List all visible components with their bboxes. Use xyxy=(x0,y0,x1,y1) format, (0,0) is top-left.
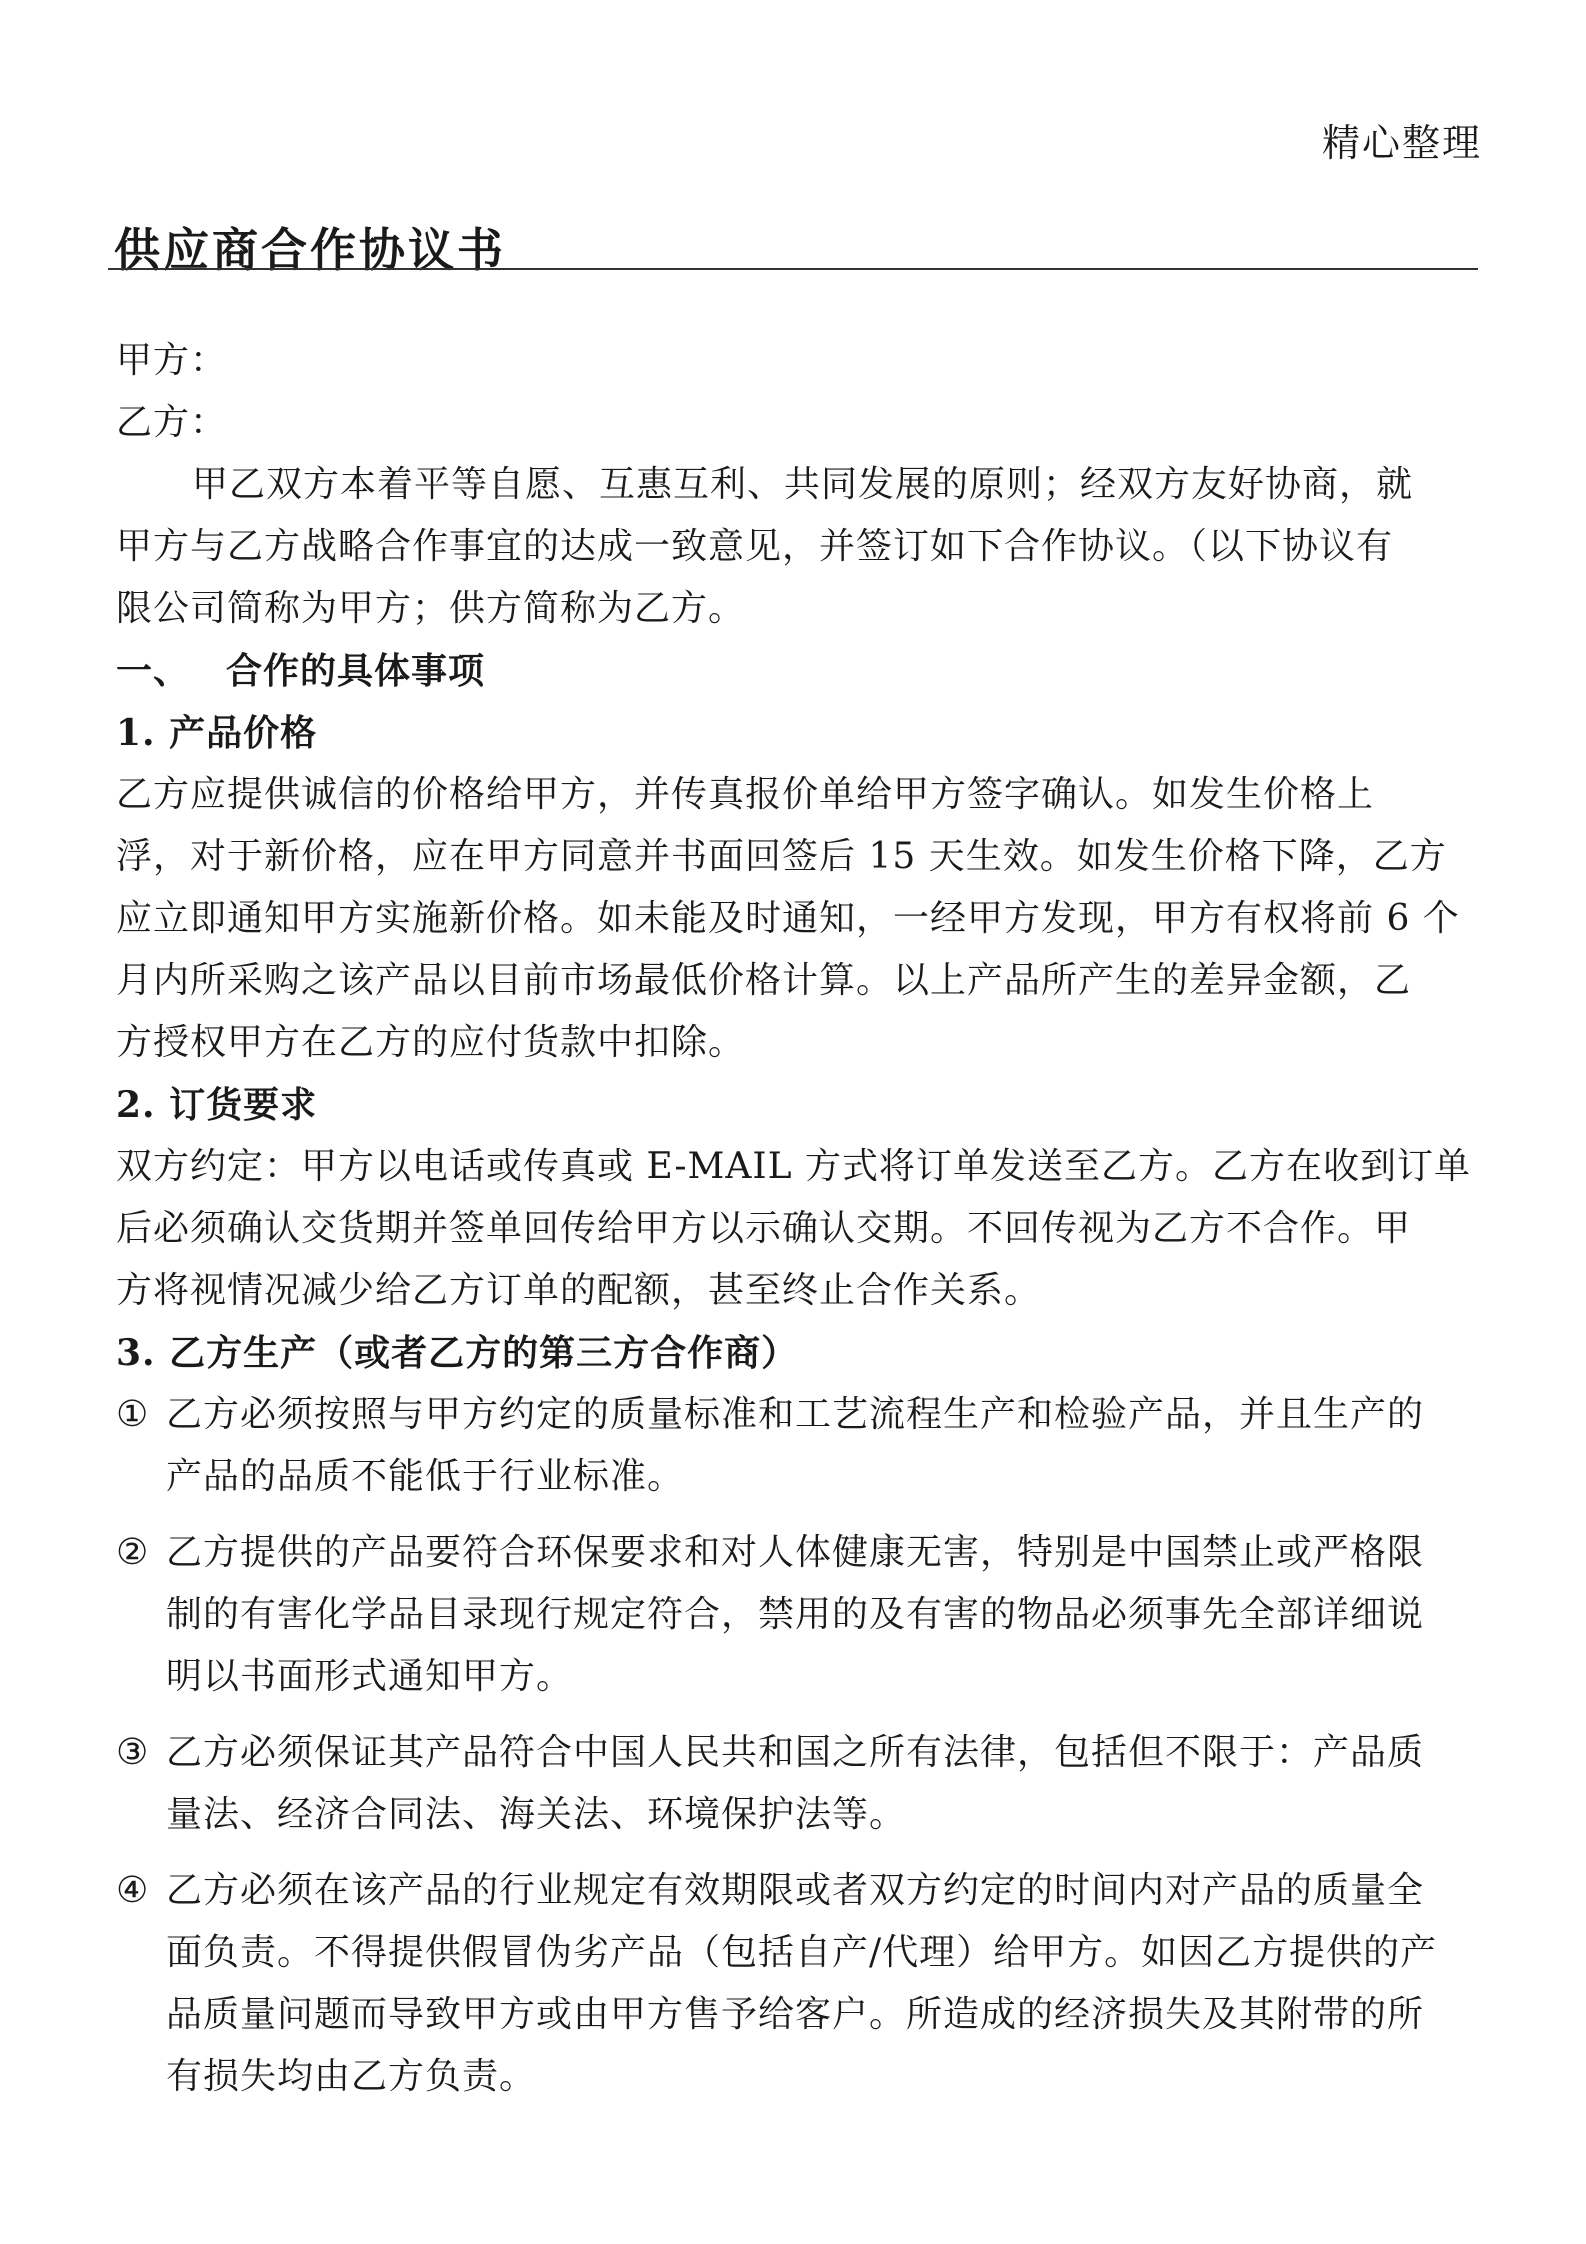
item-marker: ① xyxy=(116,1394,150,1435)
section-title: 合作的具体事项 xyxy=(226,650,486,692)
paragraph-line: 方授权甲方在乙方的应付货款中扣除。 xyxy=(116,1022,746,1063)
paragraph-line: 乙方应提供诚信的价格给甲方，并传真报价单给甲方签字确认。如发生价格上 xyxy=(116,774,1375,815)
item-marker: ③ xyxy=(116,1732,150,1773)
intro-line: 甲方与乙方战略合作事宜的达成一致意见，并签订如下合作协议。（以下协议有 xyxy=(116,526,1394,567)
page-title: 供应商合作协议书 xyxy=(114,223,506,277)
paragraph-line: 后必须确认交货期并签单回传给甲方以示确认交期。不回传视为乙方不合作。甲 xyxy=(116,1208,1412,1249)
header-note: 精心整理 xyxy=(1321,121,1482,165)
paragraph-line: 月内所采购之该产品以目前市场最低价格计算。以上产品所产生的差异金额，乙 xyxy=(116,960,1412,1001)
subsection-heading-production: 3. 乙方生产（或者乙方的第三方合作商） xyxy=(116,1332,799,1374)
paragraph-line: 应立即通知甲方实施新价格。如未能及时通知，一经甲方发现，甲方有权将前 6 个 xyxy=(116,898,1460,939)
item-line: 品质量问题而导致甲方或由甲方售予给客户。所造成的经济损失及其附带的所 xyxy=(166,1994,1425,2035)
item-line: 制的有害化学品目录现行规定符合，禁用的及有害的物品必须事先全部详细说 xyxy=(166,1594,1425,1635)
list-item xyxy=(116,1860,1480,2108)
item-marker: ④ xyxy=(116,1870,150,1911)
item-line: 量法、经济合同法、海关法、环境保护法等。 xyxy=(166,1794,907,1835)
item-line: 产品的品质不能低于行业标准。 xyxy=(166,1456,685,1497)
list-item xyxy=(116,1522,1480,1708)
list-item xyxy=(116,1384,1480,1508)
party-b-label: 乙方： xyxy=(116,402,228,443)
subsection-heading-order: 2. 订货要求 xyxy=(116,1084,318,1126)
item-line: 明以书面形式通知甲方。 xyxy=(166,1656,574,1697)
item-line: 面负责。不得提供假冒伪劣产品（包括自产/代理）给甲方。如因乙方提供的产 xyxy=(166,1932,1438,1973)
intro-line: 甲乙双方本着平等自愿、互惠互利、共同发展的原则；经双方友好协商，就 xyxy=(192,464,1414,505)
subsection-heading-price: 1. 产品价格 xyxy=(116,712,318,754)
paragraph-line: 方将视情况减少给乙方订单的配额，甚至终止合作关系。 xyxy=(116,1270,1042,1311)
item-marker: ② xyxy=(116,1532,150,1573)
party-a-label: 甲方： xyxy=(116,340,228,381)
item-line: 乙方提供的产品要符合环保要求和对人体健康无害，特别是中国禁止或严格限 xyxy=(166,1532,1425,1573)
section-number: 一、 xyxy=(116,650,191,692)
paragraph-line: 双方约定：甲方以电话或传真或 E-MAIL 方式将订单发送至乙方。乙方在收到订单 xyxy=(116,1146,1471,1187)
section-heading xyxy=(116,640,1480,702)
title-underline xyxy=(108,268,1478,270)
item-line: 乙方必须在该产品的行业规定有效期限或者双方约定的时间内对产品的质量全 xyxy=(166,1870,1425,1911)
paragraph-line: 浮，对于新价格，应在甲方同意并书面回签后 15 天生效。如发生价格下降，乙方 xyxy=(116,836,1447,877)
item-line: 乙方必须保证其产品符合中国人民共和国之所有法律，包括但不限于：产品质 xyxy=(166,1732,1425,1773)
item-line: 有损失均由乙方负责。 xyxy=(166,2056,537,2097)
item-line: 乙方必须按照与甲方约定的质量标准和工艺流程生产和检验产品，并且生产的 xyxy=(166,1394,1425,1435)
intro-line: 限公司简称为甲方；供方简称为乙方。 xyxy=(116,588,746,629)
document-body xyxy=(116,330,1480,2108)
list-item xyxy=(116,1722,1480,1846)
